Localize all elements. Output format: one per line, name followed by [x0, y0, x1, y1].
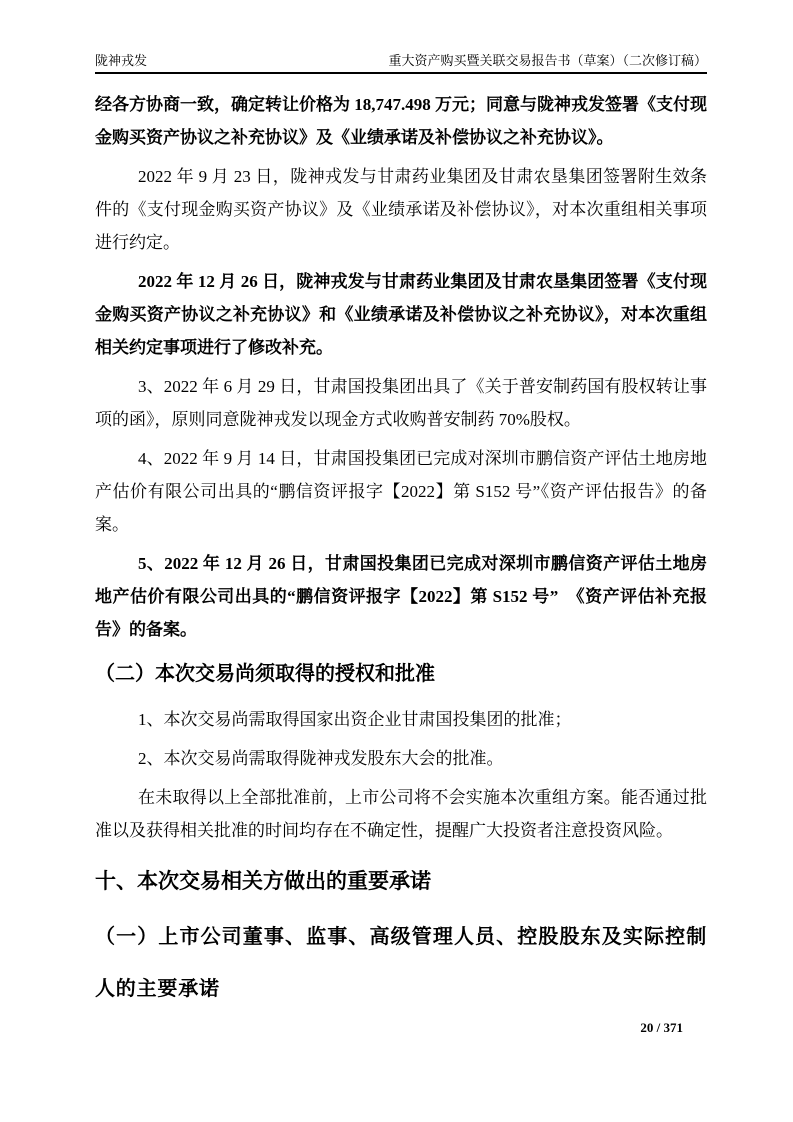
paragraph-risk-notice: 在未取得以上全部批准前，上市公司将不会实施本次重组方案。能否通过批准以及获得相关批准的时间均存在不确定性，提醒广大投资者注意投资风险。: [95, 788, 707, 840]
paragraph-sign-20221226: 2022 年 12 月 26 日，陇神戎发与甘肃药业集团及甘肃农垦集团签署《支付现金购买资产协议之补充协议》和《业绩承诺及补偿协议之补充协议》，对本次重组相关约定事项进行了修改补充。: [95, 272, 707, 357]
section-heading-10-1-major-commitments: （一）上市公司董事、监事、高级管理人员、控股股东及实际控制人的主要承诺: [95, 926, 707, 1000]
paragraph-item-4: 4、2022 年 9 月 14 日，甘肃国投集团已完成对深圳市鹏信资产评估土地房地产估价有限公司出具的“鹏信资评报字【2022】第 S152 号”《资产评估报告》的备案。: [95, 449, 707, 534]
paragraph-item-5: 5、2022 年 12 月 26 日，甘肃国投集团已完成对深圳市鹏信资产评估土地房地产估价有限公司出具的“鹏信资评报字【2022】第 S152 号” 《资产评估补充报告》的备案。: [95, 554, 707, 639]
page-header: [95, 52, 707, 74]
section-heading-2-authorizations: （二）本次交易尚须取得的授权和批准: [95, 663, 435, 685]
header-report-title: 重大资产购买暨关联交易报告书（草案）（二次修订稿）: [388, 53, 707, 68]
header-company-name: 陇神戎发: [95, 53, 148, 68]
paragraph-approval-2: 2、本次交易尚需取得陇神戎发股东大会的批准。: [138, 749, 504, 768]
section-heading-10-commitments: 十、本次交易相关方做出的重要承诺: [95, 870, 431, 893]
paragraph-transfer-price: 经各方协商一致，确定转让价格为 18,747.498 万元；同意与陇神戎发签署《支付现金购买资产协议之补充协议》及《业绩承诺及补偿协议之补充协议》。: [95, 95, 707, 147]
paragraph-approval-1: 1、本次交易尚需取得国家出资企业甘肃国投集团的批准；: [138, 710, 572, 729]
page-number: 20 / 371: [640, 1020, 683, 1035]
paragraph-sign-20220923: 2022 年 9 月 23 日，陇神戎发与甘肃药业集团及甘肃农垦集团签署附生效条件的《支付现金购买资产协议》及《业绩承诺及补偿协议》，对本次重组相关事项进行约定。: [95, 167, 707, 252]
document-body: [95, 88, 707, 1015]
paragraph-item-3: 3、2022 年 6 月 29 日，甘肃国投集团出具了《关于普安制药国有股权转让事项的函》，原则同意陇神戎发以现金方式收购普安制药 70%股权。: [95, 377, 707, 429]
